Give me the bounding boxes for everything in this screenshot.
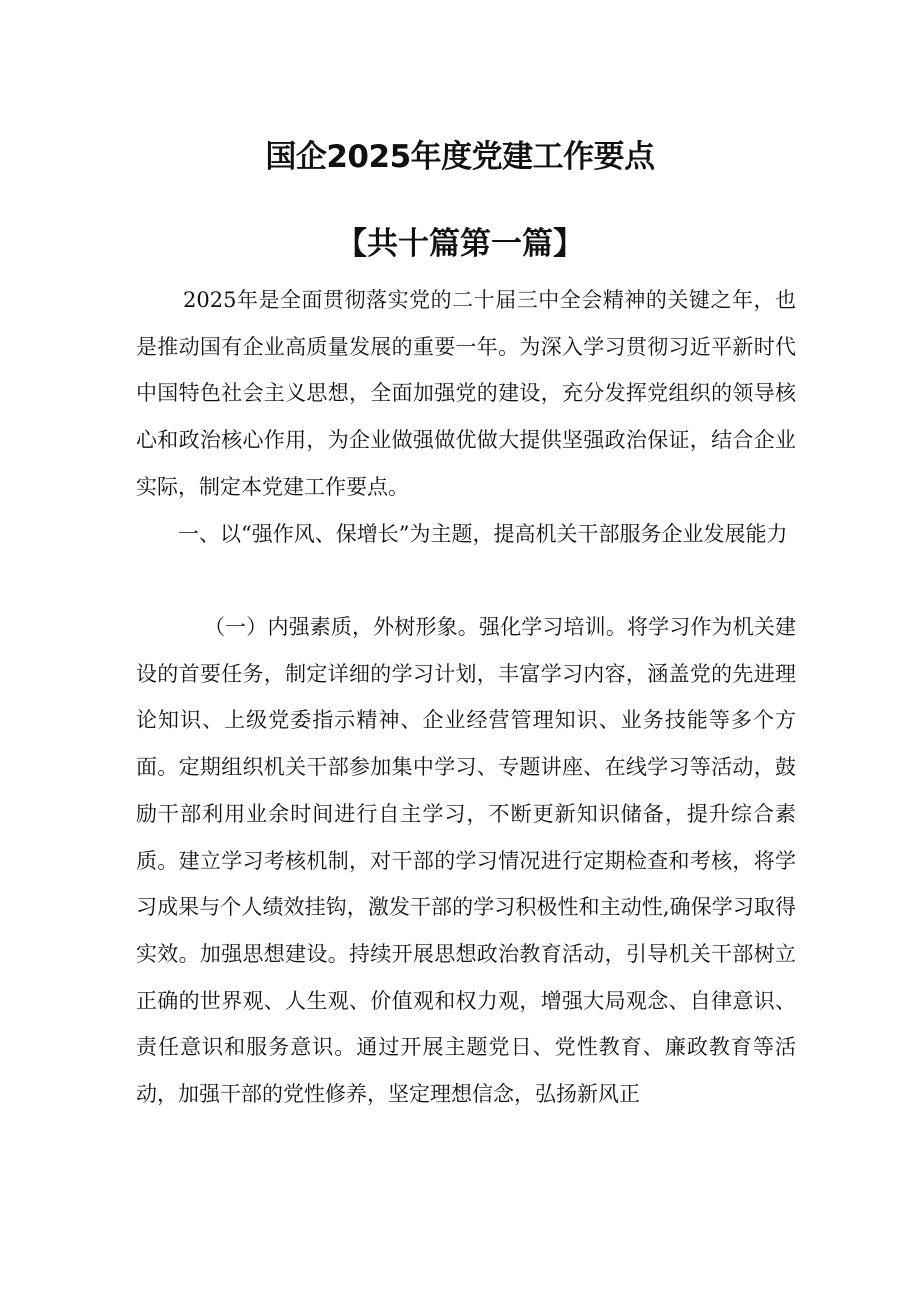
document-subtitle: 【共十篇第一篇】 (336, 226, 584, 262)
intro-paragraph: 2025年是全面贯彻落实党的二十届三中全会精神的关键之年，也是推动国有企业高质量发展的重要一年。为深入学习贯彻习近平新时代中国特色社会主义思想，全面加强党的建设，充分发挥党组织的领导核心和政治核心作用，为企业做强做优做大提供坚强政治保证，结合企业实际，制定本党建工作要点。 (136, 288, 796, 499)
subsection-paragraph-1: （一）内强素质，外树形象。强化学习培训。将学习作为机关建设的首要任务，制定详细的学习计划，丰富学习内容，涵盖党的先进理论知识、上级党委指示精神、企业经营管理知识、业务技能等多个方面。定期组织机关干部参加集中学习、专题讲座、在线学习等活动，鼓励干部利用业余时间进行自主学习，不断更新知识储备，提升综合素质。建立学习考核机制，对干部的学习情况进行定期检查和考核，将学习成果与个人绩效挂钩，激发干部的学习积极性和主动性,确保学习取得实效。加强思想建设。持续开展思想政治教育活动，引导机关干部树立正确的世界观、人生观、价值观和权力观，增强大局观念、自律意识、责任意识和服务意识。通过开展主题党日、党性教育、廉政教育等活动，加强干部的党性修养，坚定理想信念，弘扬新风正 (136, 615, 796, 1107)
document-title: 国企2025年度党建工作要点 (265, 139, 655, 175)
section-heading-1: 一、以“强作风、保增长”为主题，提高机关干部服务企业发展能力 (178, 522, 788, 546)
